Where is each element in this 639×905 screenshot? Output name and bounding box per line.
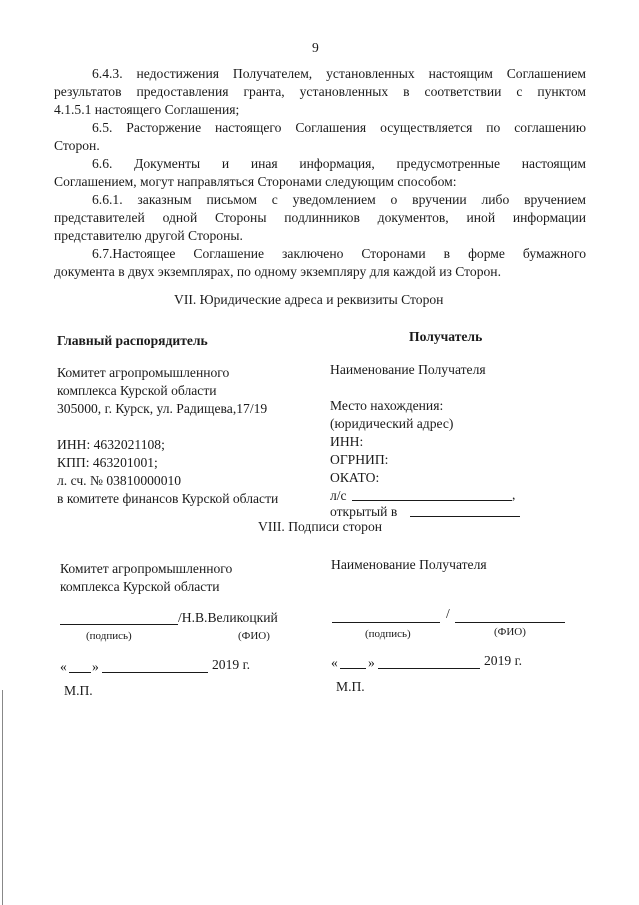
clause-6-6-line1: 6.6. Документы и иная информация, предусмотренные настоящим (92, 156, 586, 171)
sign-right-slash: / (446, 606, 450, 621)
left-org-line1: Комитет агропромышленного (57, 365, 230, 380)
sign-right-date-close-quote: » (368, 655, 375, 670)
sign-right-fio-caption: (ФИО) (494, 626, 526, 638)
right-opened-blank-line (410, 516, 520, 517)
sign-right-signature-caption: (подпись) (365, 628, 411, 640)
right-ls-comma: , (512, 487, 516, 502)
clause-6-5-line2: Сторон. (54, 138, 100, 153)
clause-6-5-line1: 6.5. Расторжение настоящего Соглашения осуществляется по соглашению (92, 120, 586, 135)
sign-left-signature-line (60, 624, 178, 625)
clause-6-7-line1: 6.7.Настоящее Соглашение заключено Сторонами в форме бумажного (92, 246, 586, 261)
left-party-heading: Главный распорядитель (57, 333, 208, 348)
sign-left-stamp: М.П. (64, 683, 93, 698)
section-8-title: VIII. Подписи сторон (258, 519, 383, 534)
right-ls-label: л/с (330, 488, 347, 503)
sign-left-signer-name: /Н.В.Великоцкий (178, 610, 278, 625)
clause-6-4-3-line1: 6.4.3. недостижения Получателем, установленных настоящим Соглашением (92, 66, 586, 81)
sign-left-day-line (69, 672, 91, 673)
right-location-label: Место нахождения: (330, 398, 444, 413)
right-opened-label: открытый в (330, 504, 398, 519)
left-inn: ИНН: 4632021108; (57, 437, 165, 452)
right-ogrnip: ОГРНИП: (330, 452, 389, 467)
sign-right-date-open-quote: « (331, 655, 338, 670)
clause-6-4-3-line2: результатов предоставления гранта, установленных в соответствии с пунктом (54, 84, 586, 99)
sign-right-stamp: М.П. (336, 679, 365, 694)
sign-left-fio-caption: (ФИО) (238, 630, 270, 642)
right-party-heading: Получатель (409, 329, 483, 344)
left-account: л. сч. № 03810000010 (57, 473, 182, 488)
sign-left-org-line2: комплекса Курской области (60, 579, 220, 594)
clause-6-6-1-line3: представителю другой Стороны. (54, 228, 243, 243)
sign-left-year: 2019 г. (212, 657, 251, 672)
sign-right-month-line (378, 668, 480, 669)
section-7-title: VII. Юридические адреса и реквизиты Сторон (174, 292, 444, 307)
left-bank: в комитете финансов Курской области (57, 491, 279, 506)
sign-left-month-line (102, 672, 208, 673)
sign-right-day-line (340, 668, 366, 669)
left-kpp: КПП: 463201001; (57, 455, 158, 470)
sign-right-fio-line (455, 622, 565, 623)
clause-6-6-1-line2: представителей одной Стороны подлинников документов, иной информации (54, 210, 586, 225)
sign-right-signature-line (332, 622, 440, 623)
sign-right-recipient-name: Наименование Получателя (331, 557, 487, 572)
scan-edge-line (2, 690, 3, 905)
right-recipient-name: Наименование Получателя (330, 362, 486, 377)
clause-6-6-1-line1: 6.6.1. заказным письмом с уведомлением о вручении либо вручением (92, 192, 586, 207)
clause-6-6-line2: Соглашением, могут направляться Сторонами следующим способом: (54, 174, 457, 189)
right-inn: ИНН: (330, 434, 364, 449)
left-org-line2: комплекса Курской области (57, 383, 217, 398)
page-number: 9 (312, 40, 319, 55)
sign-left-date-open-quote: « (60, 659, 67, 674)
clause-6-7-line2: документа в двух экземплярах, по одному экземпляру для каждой из Сторон. (54, 264, 501, 279)
sign-left-date-close-quote: » (92, 659, 99, 674)
right-location-sub: (юридический адрес) (330, 416, 454, 431)
sign-left-signature-caption: (подпись) (86, 630, 132, 642)
clause-6-4-3-line3: 4.1.5.1 настоящего Соглашения; (54, 102, 240, 117)
sign-right-year: 2019 г. (484, 653, 523, 668)
left-address: 305000, г. Курск, ул. Радищева,17/19 (57, 401, 268, 416)
right-okato: ОКАТО: (330, 470, 380, 485)
sign-left-org-line1: Комитет агропромышленного (60, 561, 233, 576)
right-ls-blank-line (352, 500, 512, 501)
